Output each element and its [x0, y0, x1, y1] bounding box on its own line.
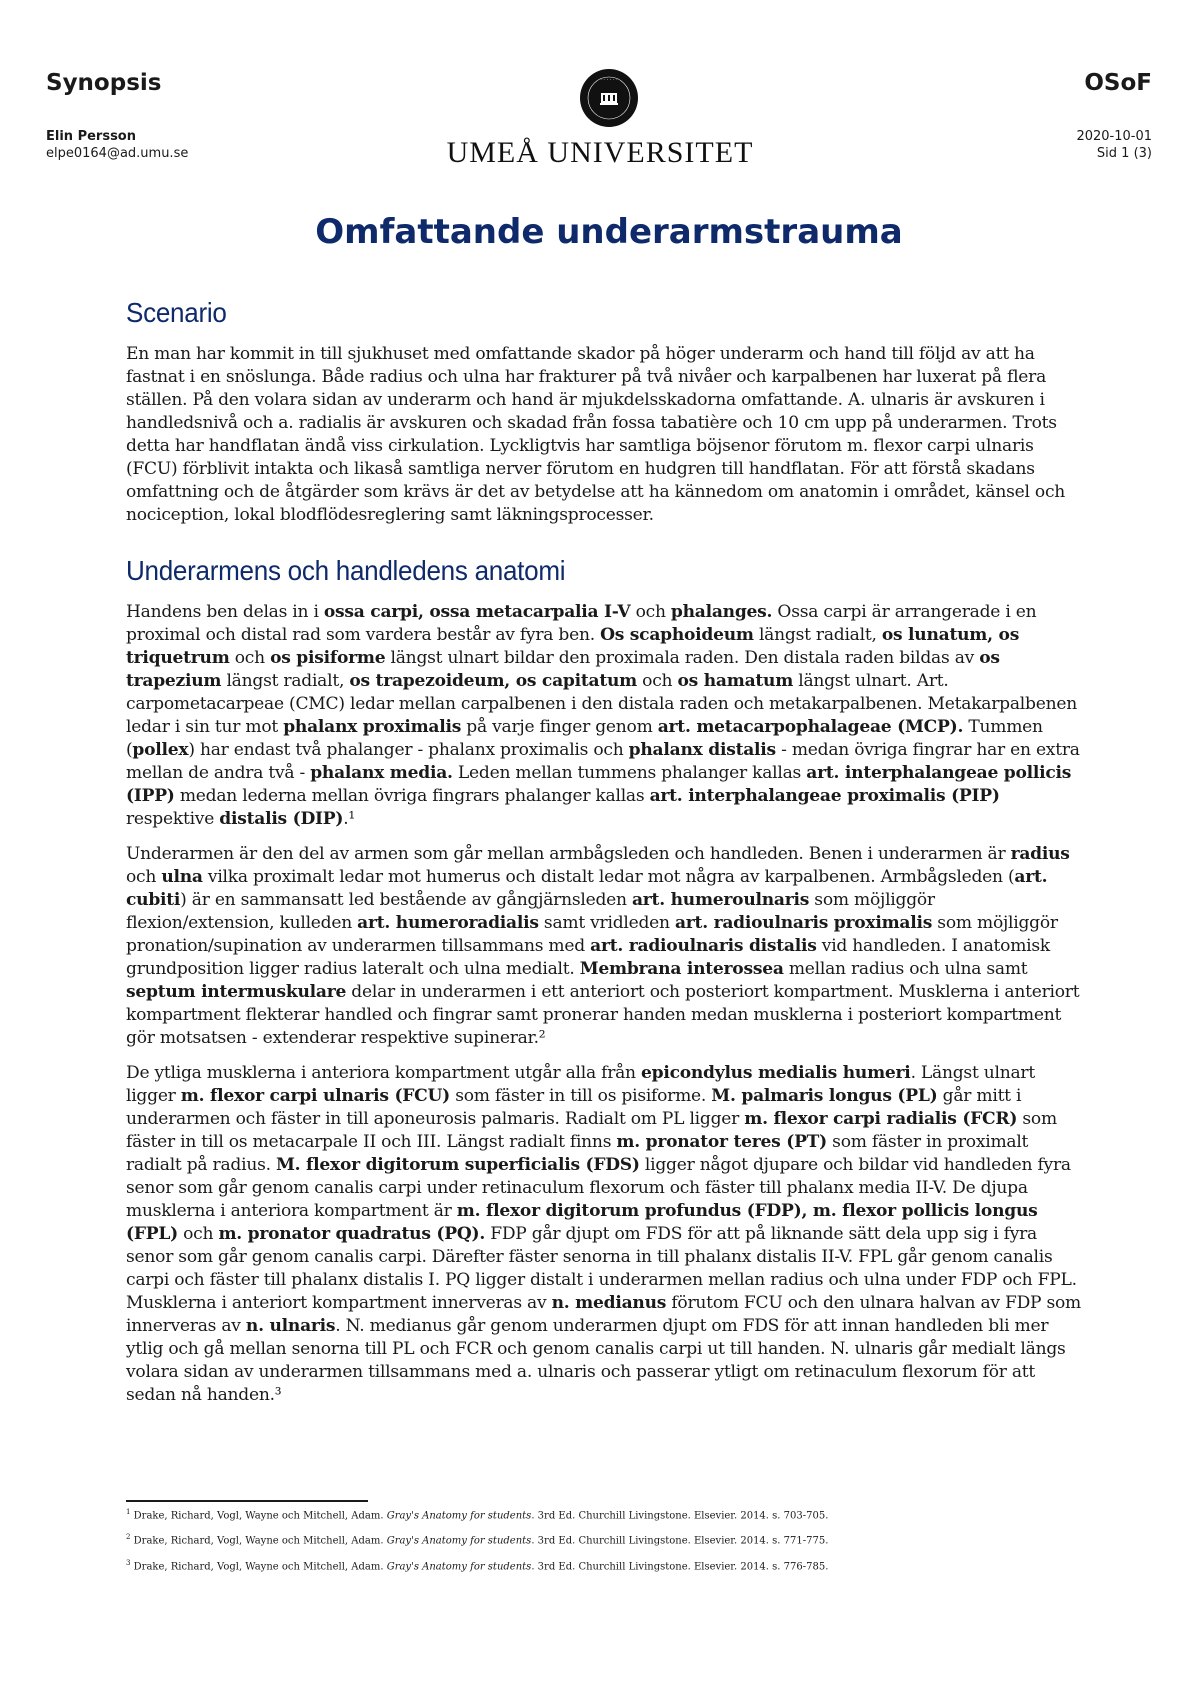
bold-term: m. pronator teres (PT)	[616, 1132, 827, 1152]
section-heading: Scenario	[126, 297, 227, 328]
bold-term: os trapezium	[126, 648, 1000, 691]
bold-term: phalanx media.	[310, 763, 453, 783]
document-title: Omfattande underarmstrauma	[315, 212, 903, 252]
header-right-title: OSoF	[1084, 70, 1152, 96]
bold-term: os lunatum, os triquetrum	[126, 625, 1020, 668]
bold-term: m. flexor carpi ulnaris (FCU)	[180, 1086, 451, 1106]
bold-term: art. radioulnaris proximalis	[674, 913, 933, 933]
section-anatomy	[126, 555, 1086, 1407]
bold-term: art. cubiti	[126, 867, 1048, 910]
section-heading: Underarmens och handledens anatomi	[126, 555, 566, 586]
bold-term: m. pronator quadratus (PQ).	[218, 1224, 486, 1244]
bold-term: m. flexor carpi radialis (FCR)	[744, 1109, 1018, 1129]
bold-term: septum intermuskulare	[126, 982, 347, 1002]
bold-term: phalanges.	[670, 602, 773, 622]
bold-term: art. radioulnaris distalis	[590, 936, 817, 956]
bold-term: art. metacarpophalageae (MCP).	[657, 717, 964, 737]
section-scenario	[126, 297, 1086, 527]
bold-term: epicondylus medialis humeri	[641, 1063, 911, 1083]
bold-term: ulna	[161, 867, 203, 887]
bold-term: os pisiforme	[270, 648, 386, 668]
bold-term: art. humeroradialis	[357, 913, 539, 933]
bold-term: M. flexor digitorum superficialis (FDS)	[275, 1155, 640, 1175]
footnote-divider	[126, 1500, 368, 1502]
bold-term: art. interphalangeae pollicis (IPP)	[126, 763, 1072, 806]
page-number: Sid 1 (3)	[1096, 146, 1152, 161]
bold-term: art. humeroulnaris	[631, 890, 810, 910]
footnote: $^1$ Drake, Richard, Vogl, Wayne och Mitchell, Adam. Gray's Anatomy for students. 3rd Ed. Churchill Livingstone. Elsevier. 2014. s. 703-705.	[126, 1508, 829, 1522]
bold-term: n. medianus	[551, 1293, 667, 1313]
bold-term: pollex	[132, 740, 189, 760]
bold-term: Membrana interossea	[579, 959, 784, 979]
svg-text:· · · · · ·: · · · · · ·	[600, 77, 618, 83]
footnote: $^3$ Drake, Richard, Vogl, Wayne och Mitchell, Adam. Gray's Anatomy for students. 3rd Ed. Churchill Livingstone. Elsevier. 2014. s. 776-785.	[126, 1558, 829, 1572]
bold-term: ossa carpi, ossa metacarpalia I-V	[323, 602, 631, 622]
paragraph: De ytliga musklerna i anteriora kompartment utgår alla från epicondylus medialis humeri. Längst ulnart ligger m. flexor carpi ulnaris (FCU) som fäster in till os pisiforme. M. palmaris longus (PL) går mitt i underarmen och fäster in till aponeurosis palmaris. Radialt om PL ligger m. flexor carpi radialis (FCR) som fäster in till os metacarpale II och III. Längst radialt finns m. pronator teres (PT) som fäster in proximalt radialt på radius. M. flexor digitorum superficialis (FDS) ligger något djupare och bildar vid handleden fyra senor som går genom canalis carpi under retinaculum flexorum och fäster till phalanx media II-V. De djupa musklerna i anteriora kompartment är m. flexor digitorum profundus (FDP), m. flexor pollicis longus (FPL) och m. pronator quadratus (PQ). FDP går djupt om FDS för att på liknande sätt dela upp sig i fyra senor som går genom canalis carpi. Därefter fäster senorna in till phalanx distalis II-V. FPL går genom canalis carpi och fäster till phalanx distalis I. PQ ligger distalt i underarmen mellan radius och ulna under FDP och FPL. Musklerna i anteriort kompartment innerveras av n. medianus förutom FCU och den ulnara halvan av FDP som innerveras av n. ulnaris. N. medianus går genom underarmen djupt om FDS för att innan handleden bli mer ytlig och gå mellan senorna till PL och FCR och genom canalis carpi ut till handen. N. ulnaris går medialt längs volara sidan av underarmen tillsammans med a. ulnaris och passerar ytligt om retinaculum flexorum för att sedan nå handen.³	[126, 1063, 1081, 1405]
header-left-title: Synopsis	[46, 70, 162, 96]
footnote: $^2$ Drake, Richard, Vogl, Wayne och Mitchell, Adam. Gray's Anatomy for students. 3rd Ed. Churchill Livingstone. Elsevier. 2014. s. 771-775.	[126, 1533, 829, 1547]
bold-term: m. flexor digitorum profundus (FDP), m. flexor pollicis longus (FPL)	[126, 1201, 1038, 1244]
bold-term: os hamatum	[677, 671, 794, 691]
university-name: UMEÅ UNIVERSITET	[446, 136, 754, 169]
paragraph: En man har kommit in till sjukhuset med omfattande skador på höger underarm och hand till följd av att ha fastnat i en snöslunga. Både radius och ulna har frakturer på två nivåer och karpalbenen har luxerat på flera ställen. På den volara sidan av underarm och hand är mjukdelsskadorna omfattande. A. ulnaris är avskuren i handledsnivå och a. radialis är avskuren och skadad från fossa tabatière och 10 cm upp på underarmen. Trots detta har handflatan ändå viss cirkulation. Lyckligtvis har samtliga böjsenor förutom m. flexor carpi ulnaris (FCU) förblivit intakta och likaså samtliga nerver förutom en hudgren till handflatan. För att förstå skadans omfattning och de åtgärder som krävs är det av betydelse att ha kännedom om anatomin i området, känsel och nociception, lokal blodflödesreglering samt läkningsprocesser.	[126, 344, 1066, 525]
document-body	[126, 297, 1086, 1419]
university-seal-logo	[579, 68, 639, 128]
bold-term: M. palmaris longus (PL)	[711, 1086, 938, 1106]
footnotes	[126, 1508, 1086, 1584]
bold-term: phalanx distalis	[628, 740, 776, 760]
bold-term: Os scaphoideum	[600, 625, 754, 645]
bold-term: n. ulnaris	[245, 1316, 336, 1336]
document-date: 2020-10-01	[1076, 129, 1152, 144]
bold-term: art. interphalangeae proximalis (PIP)	[649, 786, 1000, 806]
bold-term: phalanx proximalis	[283, 717, 462, 737]
bold-term: os trapezoideum, os capitatum	[349, 671, 637, 691]
bold-term: radius	[1010, 844, 1070, 864]
author-name: Elin Persson	[46, 129, 136, 144]
paragraph: Handens ben delas in i ossa carpi, ossa metacarpalia I-V och phalanges. Ossa carpi är arrangerade i en proximal och distal rad som vardera består av fyra ben. Os scaphoideum längst radialt, os lunatum, os triquetrum och os pisiforme längst ulnart bildar den proximala raden. Den distala raden bildas av os trapezium längst radialt, os trapezoideum, os capitatum och os hamatum längst ulnart. Art. carpometacarpeae (CMC) ledar mellan carpalbenen i den distala raden och metakarpalbenen. Metakarpalbenen ledar i sin tur mot phalanx proximalis på varje finger genom art. metacarpophalageae (MCP). Tummen (pollex) har endast två phalanger - phalanx proximalis och phalanx distalis - medan övriga fingrar har en extra mellan de andra två - phalanx media. Leden mellan tummens phalanger kallas art. interphalangeae pollicis (IPP) medan lederna mellan övriga fingrars phalanger kallas art. interphalangeae proximalis (PIP) respektive distalis (DIP).¹	[126, 602, 1080, 829]
bold-term: distalis (DIP)	[219, 809, 344, 829]
author-email: elpe0164@ad.umu.se	[46, 146, 189, 161]
paragraph: Underarmen är den del av armen som går mellan armbågsleden och handleden. Benen i underarmen är radius och ulna vilka proximalt ledar mot humerus och distalt ledar mot några av karpalbenen. Armbågsleden (art. cubiti) är en sammansatt led bestående av gångjärnsleden art. humeroulnaris som möjliggör flexion/extension, kulleden art. humeroradialis samt vridleden art. radioulnaris proximalis som möjliggör pronation/supination av underarmen tillsammans med art. radioulnaris distalis vid handleden. I anatomisk grundposition ligger radius lateralt och ulna medialt. Membrana interossea mellan radius och ulna samt septum intermuskulare delar in underarmen i ett anteriort och posteriort kompartment. Musklerna i anteriort kompartment flekterar handled och fingrar samt pronerar handen medan musklerna i posteriort kompartment gör motsatsen - extenderar respektive supinerar.²	[126, 844, 1080, 1048]
